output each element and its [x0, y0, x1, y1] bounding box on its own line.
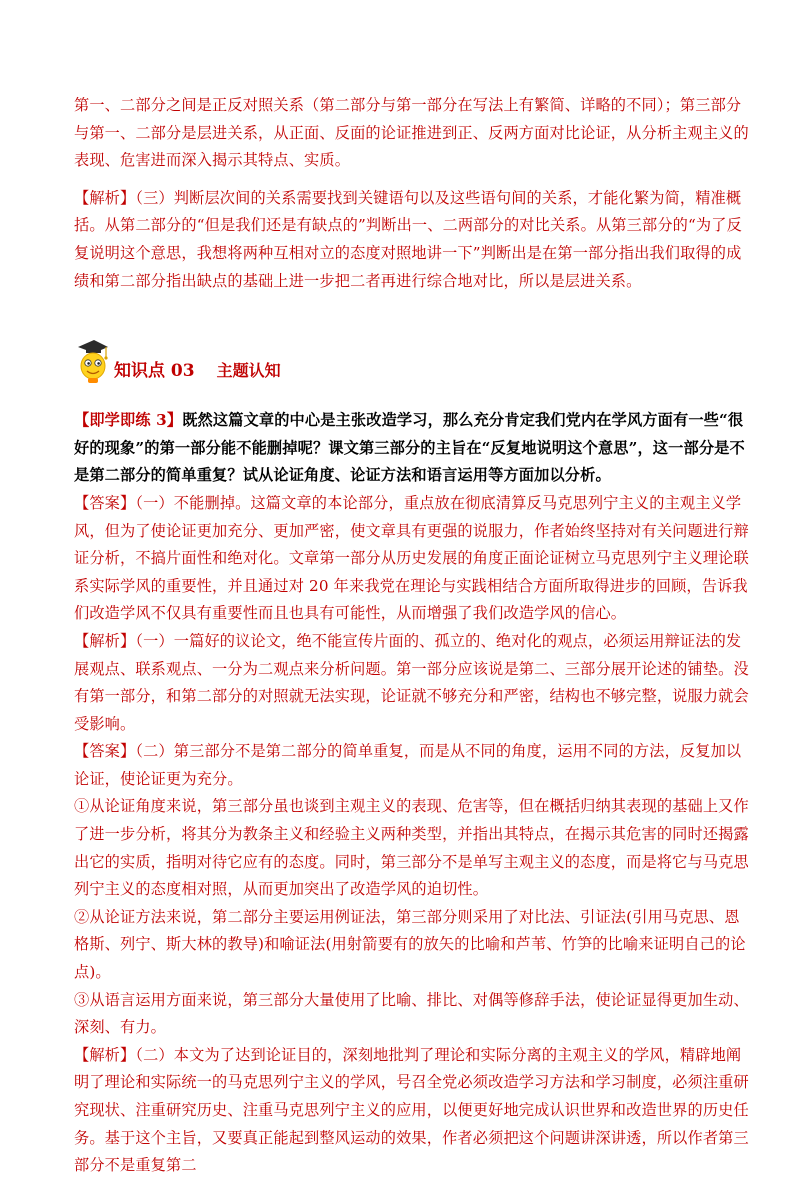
- section-heading: [74, 333, 750, 383]
- answer-tag: 【答案】: [74, 742, 136, 761]
- answer-tag: 【答案】: [74, 493, 136, 512]
- answer-text: （二）第三部分不是第二部分的简单重复，而是从不同的角度，运用不同的方法，反复加以论证，使论证更为充分。: [74, 742, 742, 788]
- analysis-tag: 【解析】: [74, 188, 136, 207]
- document-page: [74, 92, 750, 1180]
- analysis-paragraph: [74, 1042, 750, 1180]
- intro-paragraph: 第一、二部分之间是正反对照关系（第二部分与第一部分在写法上有繁简、详略的不同）；第三部分与第一、二部分是层进关系，从正面、反面的论证推进到正、反两方面对比论证，从分析主观主义的表现、危害进而深入揭示其特点、实质。: [74, 96, 749, 170]
- scholar-mascot-icon: [74, 337, 110, 383]
- answer-paragraph: [74, 738, 750, 793]
- practice-question: [74, 407, 750, 490]
- answer-point-3: ③从语言运用方面来说，第三部分大量使用了比喻、排比、对偶等修辞手法，使论证显得更加生动、深刻、有力。: [74, 990, 749, 1037]
- analysis-paragraph: [74, 628, 750, 738]
- answer-block: [74, 490, 750, 1180]
- answer-text: （一）不能删掉。这篇文章的本论部分，重点放在彻底清算反马克思列宁主义的主观主义学风，但为了使论证更加充分、更加严密，使文章具有更强的说服力，作者始终坚持对有关问题进行辩证分析，不搞片面性和绝对化。文章第一部分从历史发展的角度正面论证树立马克思列宁主义理论联系实际学风的重要性，并且通过对 20 年来我党在理论与实践相结合方面所取得进步的回顾，告诉我们改造学风不仅具有重要性而且也具有可能性，从而增强了我们改造学风的信心。: [74, 493, 749, 623]
- analysis-text: （三）判断层次间的关系需要找到关键语句以及这些语句间的关系，才能化繁为简，精准概括。从第二部分的“但是我们还是有缺点的”判断出一、二两部分的对比关系。从第三部分的“为了反复说明这个意思，我想将两种互相对立的态度对照地讲一下”判断出是在第一部分指出我们取得的成绩和第二部分指出缺点的基础上进一步把二者再进行综合地对比，所以是层进关系。: [74, 188, 742, 290]
- analysis-tag: 【解析】: [74, 1045, 136, 1064]
- section-title: 主题认知: [216, 361, 281, 381]
- answer-paragraph: [74, 490, 750, 628]
- answer-point-2: ②从论证方法来说，第二部分主要运用例证法，第三部分则采用了对比法、引证法(引用马克思、恩格斯、列宁、斯大林的教导)和喻证法(用射箭要有的放矢的比喻和芦苇、竹笋的比喻来证明自己的论点)。: [74, 907, 746, 982]
- section-number: 知识点 03: [114, 361, 195, 382]
- intro-analysis: [74, 185, 750, 295]
- analysis-text: （一）一篇好的议论文，绝不能宣传片面的、孤立的、绝对化的观点，必须运用辩证法的发展观点、联系观点、一分为二观点来分析问题。第一部分应该说是第二、三部分展开论述的铺垫。没有第一部分，和第二部分的对照就无法实现，论证就不够充分和严密，结构也不够完整，说服力就会受影响。: [74, 631, 749, 733]
- answer-point-1: ①从论证角度来说，第三部分虽也谈到主观主义的表现、危害等，但在概括归纳其表现的基础上又作了进一步分析，将其分为教条主义和经验主义两种类型，并指出其特点，在揭示其危害的同时还揭露出它的实质，指明对待它应有的态度。同时，第三部分不是单写主观主义的态度，而是将它与马克思列宁主义的态度相对照，从而更加突出了改造学风的迫切性。: [74, 797, 749, 899]
- question-tag: 【即学即练 3】: [74, 411, 183, 430]
- analysis-tag: 【解析】: [74, 631, 136, 650]
- question-text: 既然这篇文章的中心是主张改造学习，那么充分肯定我们党内在学风方面有一些“很好的现象”的第一部分能不能删掉呢？课文第三部分的主旨在“反复地说明这个意思”，这一部分是不是第二部分的简单重复？试从论证角度、论证方法和语言运用等方面加以分析。: [74, 411, 745, 485]
- analysis-text: （二）本文为了达到论证目的，深刻地批判了理论和实际分离的主观主义的学风，精辟地阐明了理论和实际统一的马克思列宁主义的学风，号召全党必须改造学习方法和学习制度，必须注重研究现状、注重研究历史、注重马克思列宁主义的应用，以便更好地完成认识世界和改造世界的历史任务。基于这个主旨，又要真正能起到整风运动的效果，作者必须把这个问题讲深讲透，所以作者第三部分不是重复第二: [74, 1045, 749, 1175]
